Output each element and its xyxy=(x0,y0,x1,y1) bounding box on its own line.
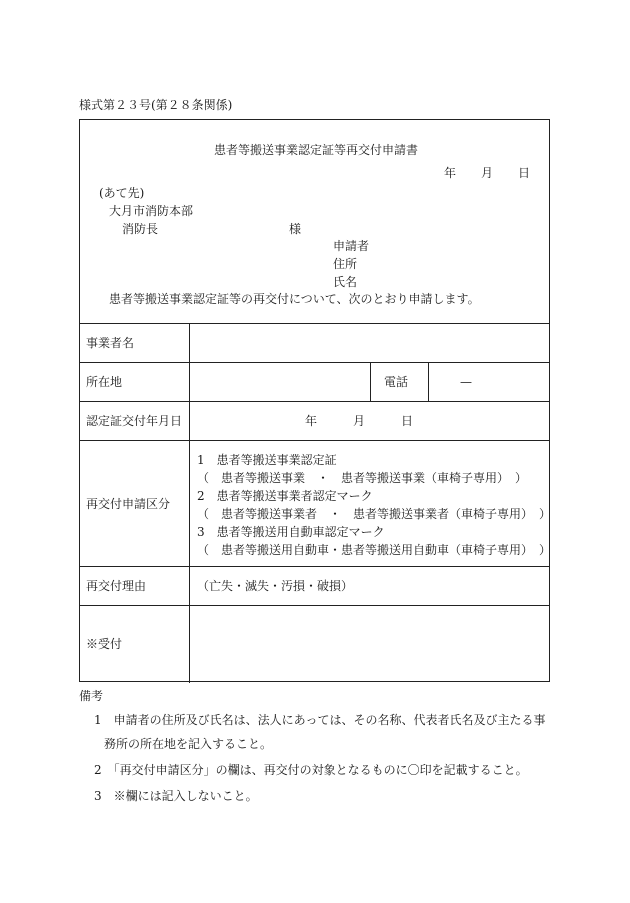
business-name-label: 事業者名 xyxy=(86,336,135,350)
reception-label: ※受付 xyxy=(86,637,123,651)
column-divider xyxy=(428,362,429,401)
honorific: 様 xyxy=(289,222,302,236)
category-options[interactable]: （ 患者等搬送事業 ・ 患者等搬送事業（車椅子専用） ） xyxy=(197,471,528,485)
form-number: 様式第２３号(第２８条関係) xyxy=(79,98,233,112)
issue-month-label: 月 xyxy=(353,414,366,428)
applicant-label: 申請者 xyxy=(333,239,370,253)
location-label: 所在地 xyxy=(86,375,123,389)
addressee-title: 消防長 xyxy=(122,222,159,236)
location-field[interactable] xyxy=(190,363,370,401)
reason-label: 再交付理由 xyxy=(86,579,147,593)
category-options[interactable]: （ 患者等搬送事業者 ・ 患者等搬送事業者（車椅子専用） ） xyxy=(197,507,552,521)
reception-field xyxy=(190,606,550,682)
phone-value[interactable]: — xyxy=(460,375,472,389)
category-line: 3 患者等搬送用自動車認定マーク xyxy=(197,525,385,539)
issue-date-label: 認定証交付年月日 xyxy=(86,414,183,428)
note-item: 3 ※欄には記入しないこと。 xyxy=(94,789,258,803)
application-form xyxy=(79,119,550,682)
name-label: 氏名 xyxy=(333,275,358,289)
business-name-field[interactable] xyxy=(190,324,550,362)
addressee-org: 大月市消防本部 xyxy=(109,204,194,218)
divider xyxy=(80,401,549,402)
phone-label: 電話 xyxy=(384,375,409,389)
issue-day-label: 日 xyxy=(401,414,414,428)
column-divider xyxy=(370,362,371,401)
divider xyxy=(80,440,549,441)
note-item: 1 申請者の住所及び氏名は、法人にあっては、その名称、代表者氏名及び主たる事 xyxy=(94,713,546,727)
address-label: 住所 xyxy=(333,257,358,271)
note-item: 2 「再交付申請区分」の欄は、再交付の対象となるものに〇印を記載すること。 xyxy=(94,763,528,777)
issue-year-label: 年 xyxy=(305,414,318,428)
form-title: 患者等搬送事業認定証等再交付申請書 xyxy=(214,143,419,157)
category-label: 再交付申請区分 xyxy=(86,497,171,511)
reason-options[interactable]: （亡失・滅失・汚損・破損） xyxy=(197,579,354,593)
category-line: 1 患者等搬送事業認定証 xyxy=(197,453,337,467)
application-statement: 患者等搬送事業認定証等の再交付について、次のとおり申請します。 xyxy=(109,292,480,306)
date-day-label: 日 xyxy=(518,166,531,180)
category-options[interactable]: （ 患者等搬送用自動車・患者等搬送用自動車（車椅子専用） ） xyxy=(197,543,552,557)
notes-title: 備考 xyxy=(79,689,104,703)
addressee-label: (あて先) xyxy=(99,186,145,200)
divider xyxy=(80,566,549,567)
date-year-label: 年 xyxy=(444,166,457,180)
note-item: 務所の所在地を記入すること。 xyxy=(104,737,273,751)
category-line: 2 患者等搬送事業者認定マーク xyxy=(197,489,373,503)
date-month-label: 月 xyxy=(481,166,494,180)
